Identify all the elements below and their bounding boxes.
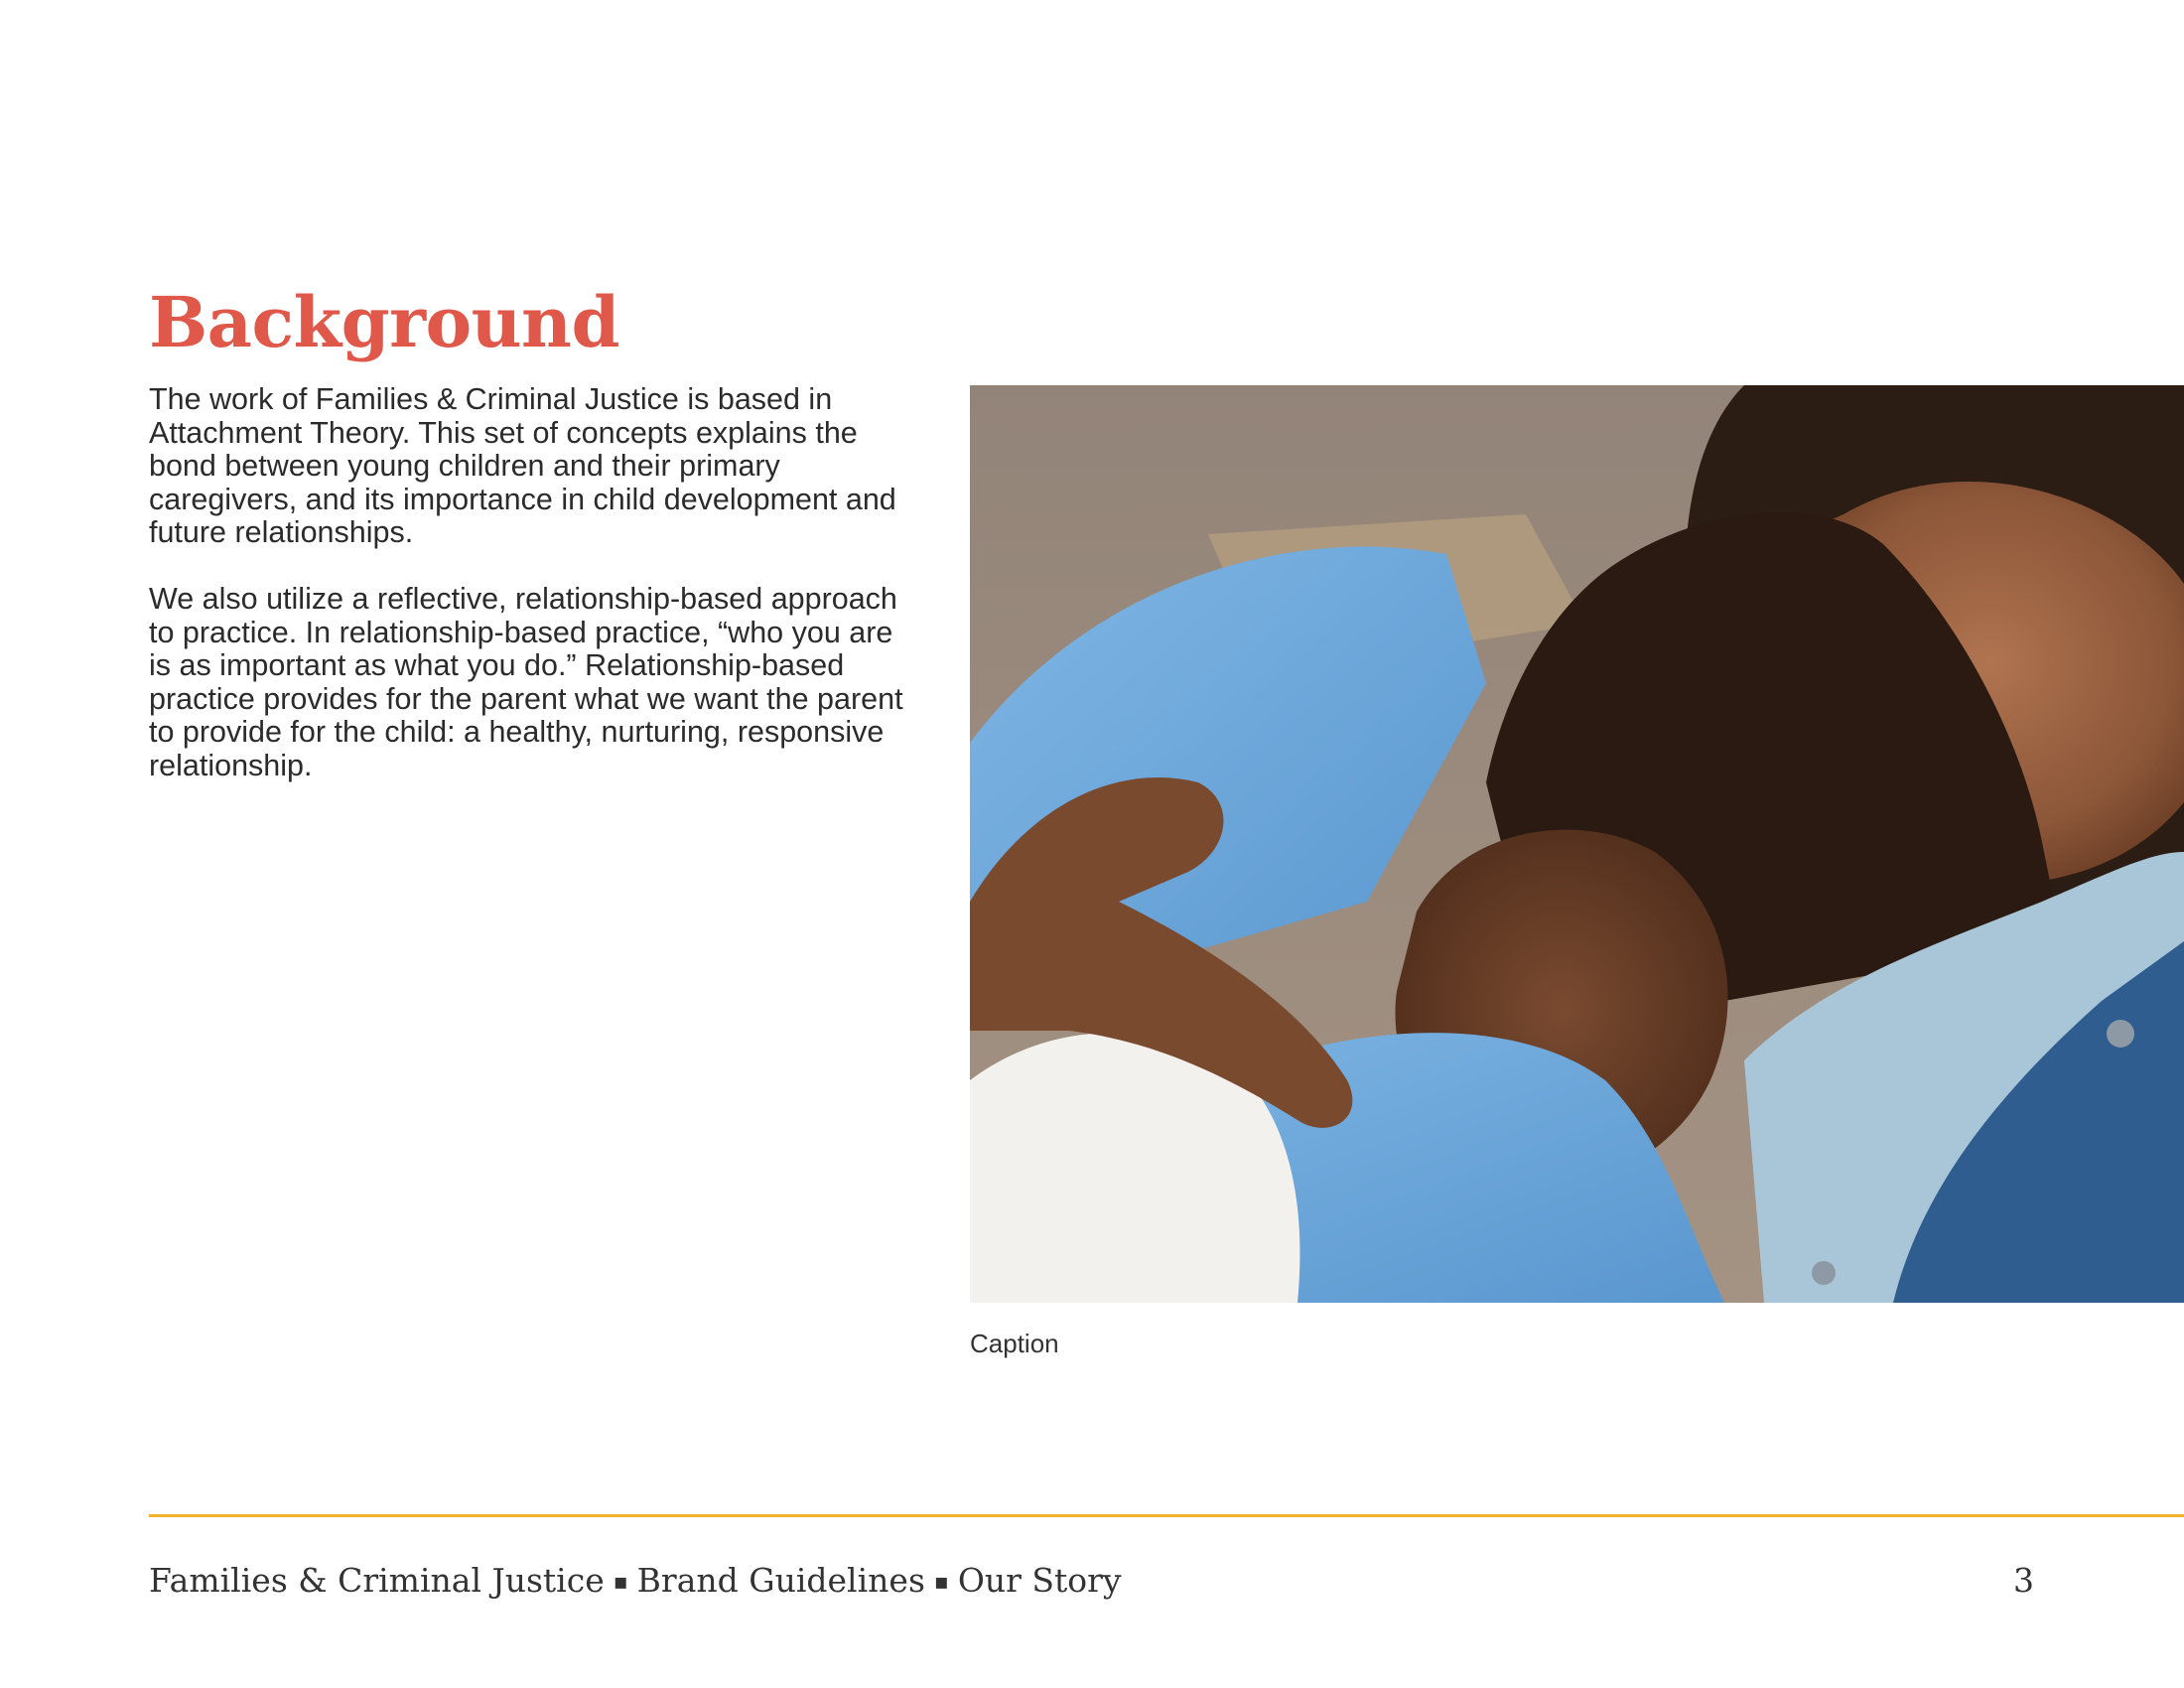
footer-divider (149, 1514, 2184, 1517)
photo-illustration (970, 385, 2184, 1303)
body-text (149, 383, 913, 816)
footer-separator-icon: ▪ (933, 1570, 949, 1595)
footer-doc-name: Brand Guidelines (636, 1561, 925, 1600)
photo-caption: Caption (970, 1329, 1059, 1358)
footer-section-name: Our Story (957, 1561, 1122, 1600)
footer-separator-icon: ▪ (613, 1570, 628, 1595)
paragraph-attachment-theory: The work of Families & Criminal Justice is based in Attachment Theory. This set of concepts explains the bond between young children and their primary caregivers, and its importance in child development and future relationships. (149, 382, 896, 549)
page-number: 3 (2013, 1561, 2034, 1600)
footer-org-name: Families & Criminal Justice (149, 1561, 605, 1600)
paragraph-relationship-based-practice: We also utilize a reflective, relationship-based approach to practice. In relationship-based practice, “who you are is as important as what you do.” Relationship-based practice provides for the parent what we want the parent to provide for the child: a healthy, nurturing, responsive relationship. (149, 582, 903, 782)
footer-breadcrumb (149, 1561, 1122, 1600)
page-title: Background (149, 281, 619, 363)
photo-mother-and-child (970, 385, 2184, 1303)
